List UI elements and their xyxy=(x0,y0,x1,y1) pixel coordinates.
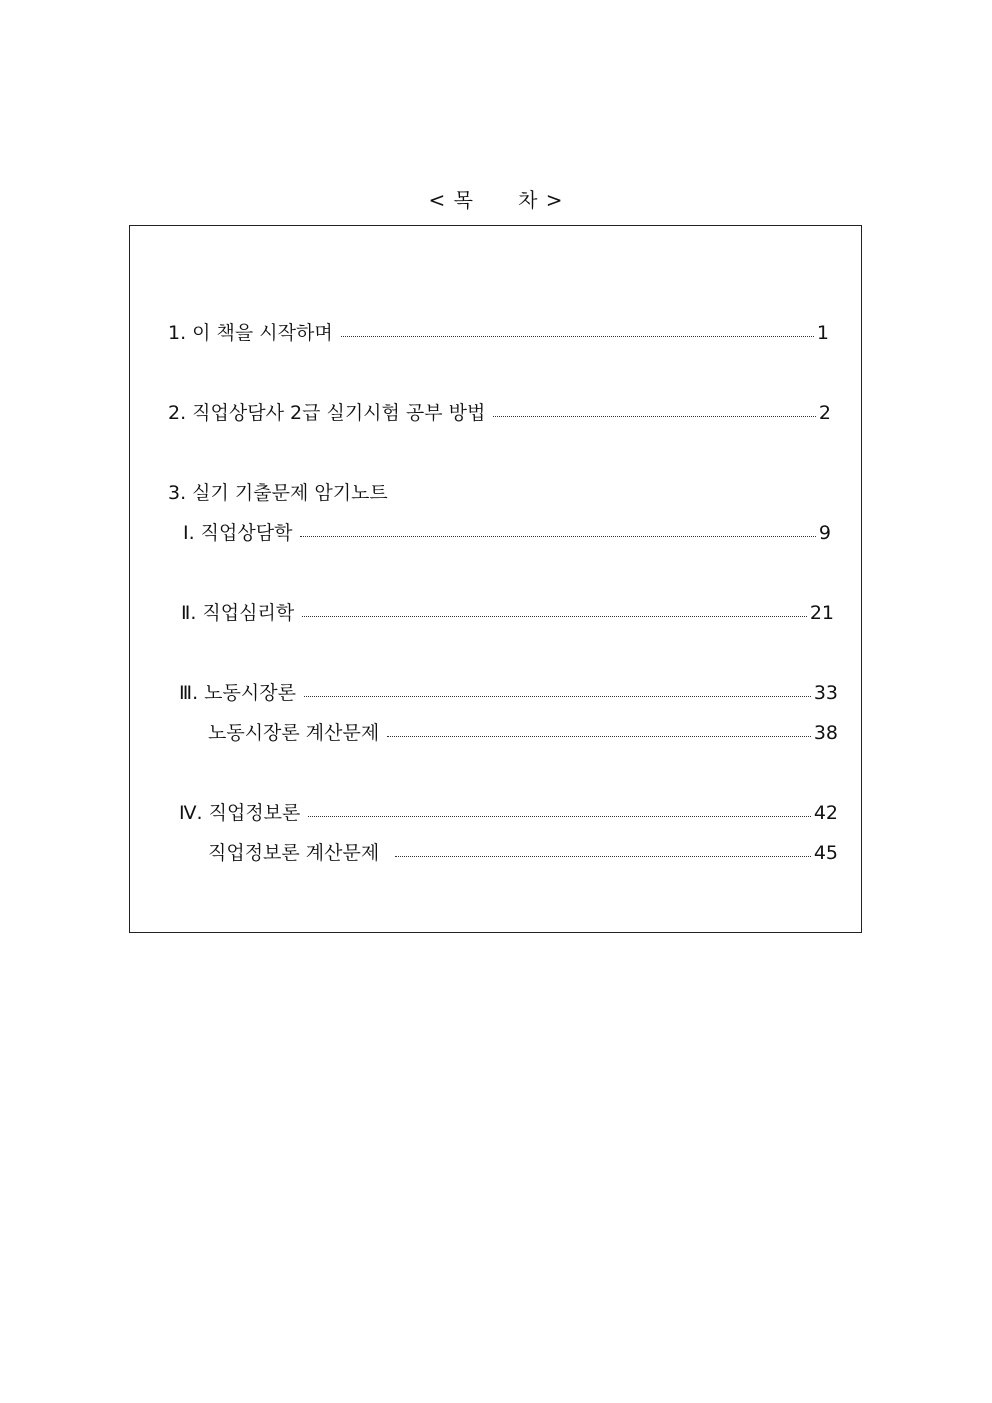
toc-entry-1[interactable] xyxy=(168,319,829,347)
toc-entry-2[interactable] xyxy=(168,399,831,427)
toc-entry-label: Ⅳ. 직업정보론 xyxy=(179,802,301,824)
toc-entry-label: 2. 직업상담사 2급 실기시험 공부 방법 xyxy=(168,402,486,424)
toc-entry-page: 45 xyxy=(813,842,838,864)
toc-subentry-1[interactable] xyxy=(183,519,831,547)
toc-entry-page: 38 xyxy=(813,722,838,744)
dot-leader xyxy=(302,616,807,617)
toc-section-heading: 3. 실기 기출문제 암기노트 xyxy=(168,482,388,504)
dot-leader xyxy=(387,736,811,737)
toc-entry-label: 직업정보론 계산문제 xyxy=(208,842,380,864)
toc-entry-label: 노동시장론 계산문제 xyxy=(208,722,380,744)
dot-leader xyxy=(341,336,814,337)
toc-entry-page: 21 xyxy=(809,602,834,624)
toc-entry-label: Ⅱ. 직업심리학 xyxy=(181,602,295,624)
toc-subentry-6[interactable] xyxy=(208,839,838,867)
toc-entry-label: Ⅰ. 직업상담학 xyxy=(183,522,293,544)
toc-subentry-2[interactable] xyxy=(181,599,834,627)
toc-entry-page: 42 xyxy=(813,802,838,824)
toc-entry-page: 1 xyxy=(816,322,829,344)
toc-entry-label: Ⅲ. 노동시장론 xyxy=(179,682,296,704)
toc-subentry-5[interactable] xyxy=(179,799,838,827)
toc-entry-page: 33 xyxy=(813,682,838,704)
toc-subentry-4[interactable] xyxy=(208,719,838,747)
dot-leader xyxy=(493,416,816,417)
toc-entry-page: 2 xyxy=(818,402,831,424)
dot-leader xyxy=(395,856,811,857)
toc-entry-page: 9 xyxy=(818,522,831,544)
dot-leader xyxy=(304,696,811,697)
toc-subentry-3[interactable] xyxy=(179,679,838,707)
toc-title: < 목 차 > xyxy=(428,188,564,212)
dot-leader xyxy=(308,816,810,817)
dot-leader xyxy=(300,536,815,537)
toc-entry-label: 1. 이 책을 시작하며 xyxy=(168,322,333,344)
